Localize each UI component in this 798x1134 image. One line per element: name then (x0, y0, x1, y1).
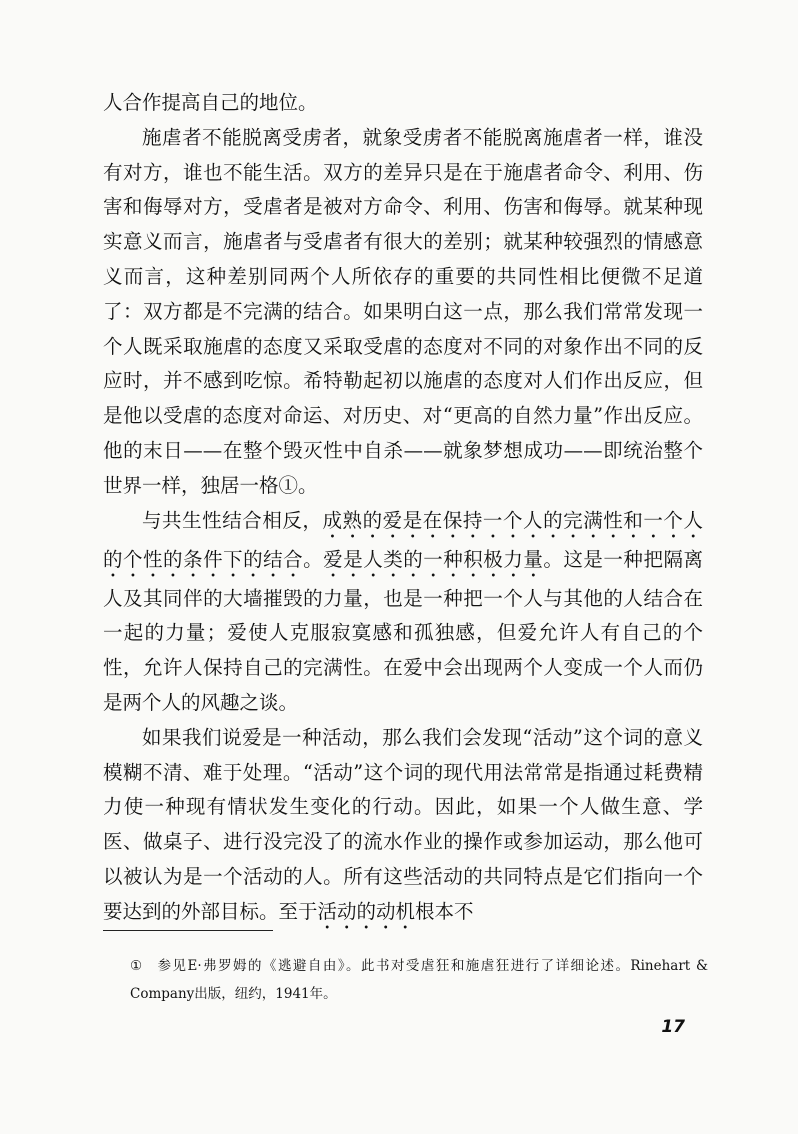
paragraph (103, 721, 703, 934)
emphasized-text: 活动的动机 (317, 899, 416, 923)
footnote (130, 952, 708, 1008)
paragraph-text: 根本不 (415, 899, 474, 923)
footnote-mark: ① (130, 958, 143, 974)
paragraph (103, 86, 703, 121)
emphasized-text: 成熟的爱是在保持一个人的完满性和一个人的个性的条件下的结合。爱是人类的一种积极力量。 (103, 508, 703, 571)
page-number: 17 (661, 1017, 685, 1037)
footnote-text: 参见E·弗罗姆的《逃避自由》。此书对受虐狂和施虐狂进行了详细论述。Rinehart & Company出版，纽约，1941年。 (130, 958, 708, 1002)
paragraph-text: 与共生性结合相反， (142, 508, 323, 532)
paragraph-text: 人合作提高自己的地位。 (103, 91, 318, 114)
paragraph (103, 504, 703, 721)
paragraph (103, 121, 703, 504)
body-text (103, 86, 703, 934)
paragraph-text: 如果我们说爱是一种活动，那么我们会发现“活动”这个词的意义模糊不清、难于处理。“活动”这个词的现代用法常常是指通过耗费精力使一种现有情状发生变化的行动。因此，如果一个人做生意、学医、做桌子、进行没完没了的流水作业的操作或参加运动，那么他可以被认为是一个活动的人。所有这些活动的共同特点是它们指向一个要达到的外部目标。至于 (103, 725, 703, 923)
footnote-separator (103, 930, 273, 931)
paragraph-text: 这是一种把隔离人及其同伴的大墙摧毁的力量，也是一种把一个人与其他的人结合在一起的力量；爱使人克服寂寞感和孤独感，但爱允许人有自己的个性，允许人保持自己的完满性。在爱中会出现两个人变成一个人而仍是两个人的风趣之谈。 (103, 547, 703, 714)
paragraph-text: 施虐者不能脱离受虏者，就象受虏者不能脱离施虐者一样，谁没有对方，谁也不能生活。双方的差异只是在于施虐者命令、利用、伤害和侮辱对方，受虐者是被对方命令、利用、伤害和侮辱。就某种现实意义而言，施虐者与受虐者有很大的差别；就某种较强烈的情感意义而言，这种差别同两个人所依存的重要的共同性相比便微不足道了：双方都是不完满的结合。如果明白这一点，那么我们常常发现一个人既采取施虐的态度又采取受虐的态度对不同的对象作出不同的反应时，并不感到吃惊。希特勒起初以施虐的态度对人们作出反应，但是他以受虐的态度对命运、对历史、对“更高的自然力量”作出反应。他的末日——在整个毁灭性中自杀——就象梦想成功——即统治整个世界一样，独居一格①。 (103, 125, 703, 497)
